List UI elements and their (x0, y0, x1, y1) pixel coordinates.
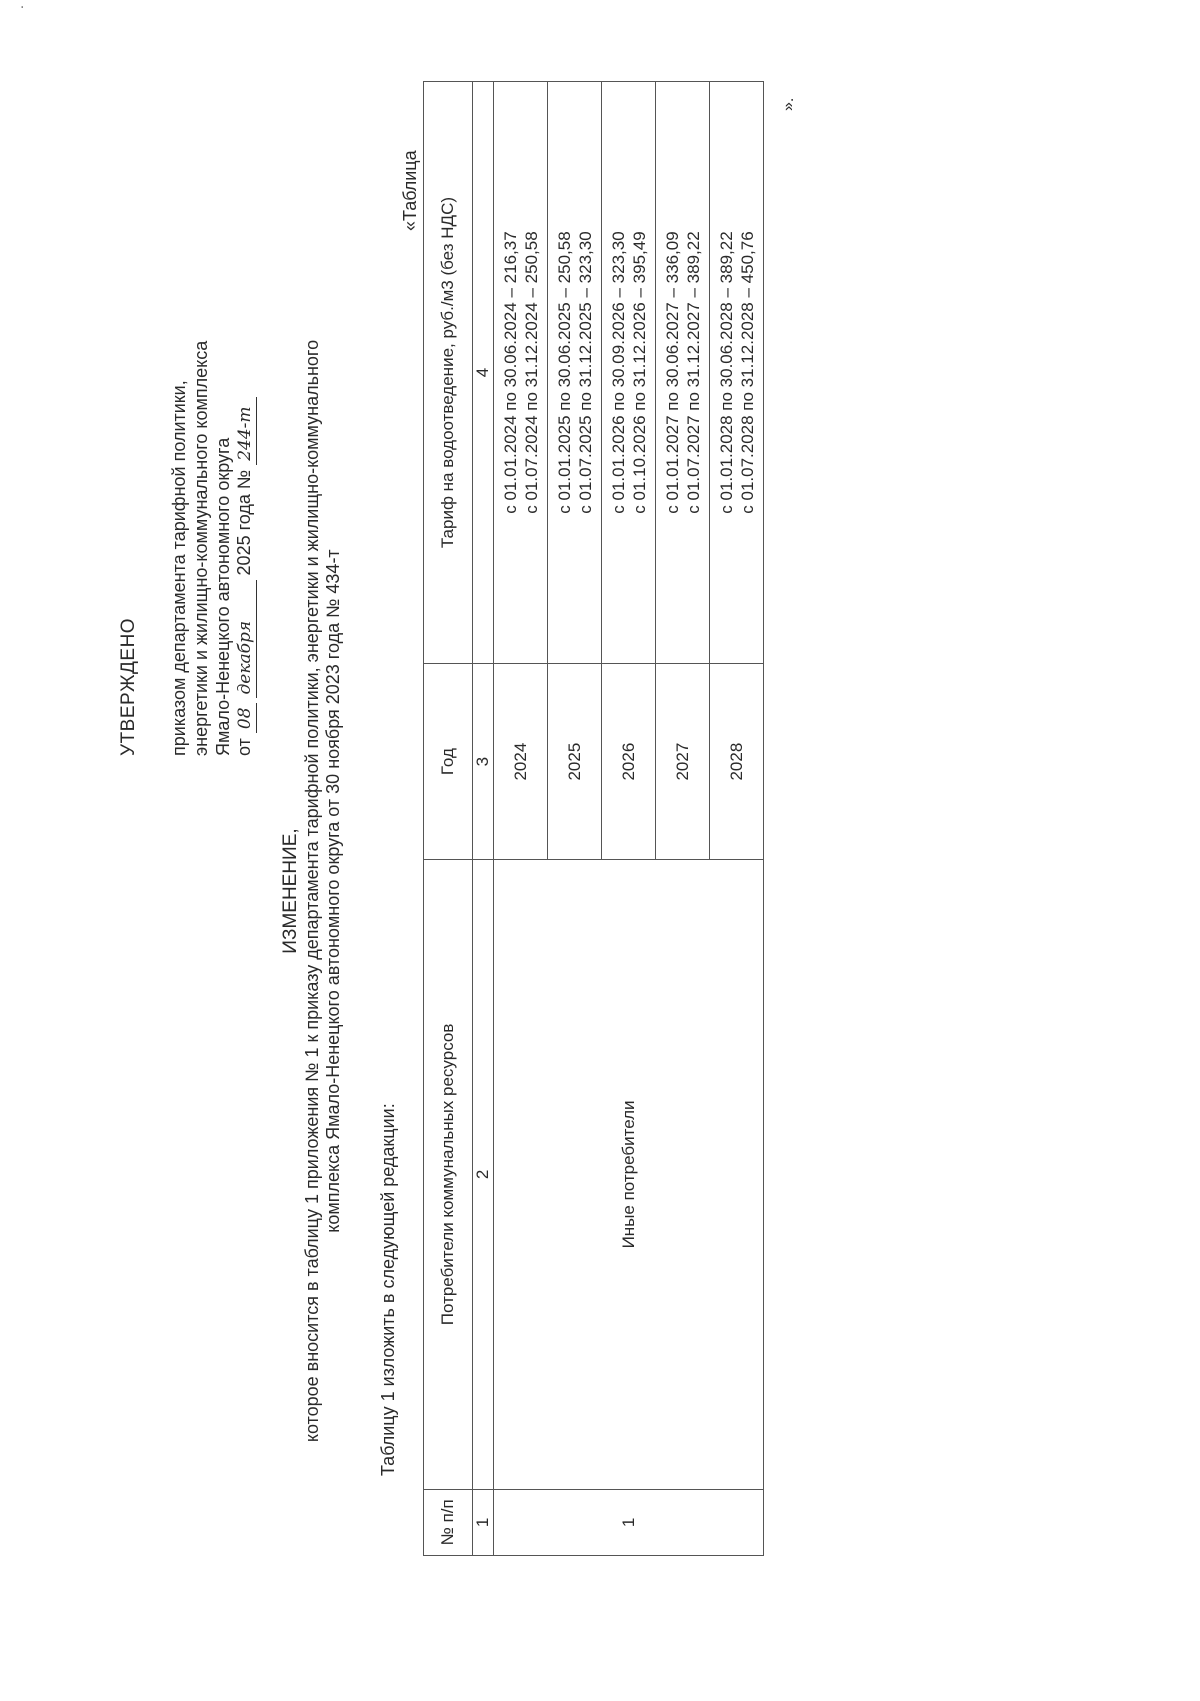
year-cell: 2027 (656, 664, 710, 860)
approval-title: УТВЕРЖДЕНО (118, 617, 139, 756)
tariff-periods-cell (656, 82, 710, 664)
change-title: ИЗМЕНЕНИЕ, (280, 828, 301, 954)
tariff-periods-cell (710, 82, 764, 664)
column-number-2: 2 (473, 860, 494, 1489)
tariff-period: с 01.07.2025 по 31.12.2025 – 323,30 (575, 231, 595, 514)
margin-mark: . (10, 5, 26, 9)
year-cell: 2025 (548, 664, 602, 860)
table-label: «Таблица (400, 150, 420, 231)
header-consumers: Потребители коммунальных ресурсов (424, 860, 473, 1489)
tariff-period: с 01.07.2027 по 31.12.2027 – 389,22 (683, 231, 703, 514)
approval-date-line (233, 397, 257, 756)
table-row (494, 82, 548, 1556)
tariff-period: с 01.01.2026 по 30.09.2026 – 323,30 (608, 231, 628, 514)
approval-line-2: энергетики и жилищно-коммунального комплекса (191, 340, 211, 756)
header-number: № п/п (424, 1489, 473, 1555)
year-cell: 2026 (602, 664, 656, 860)
closing-quote: ». (780, 97, 797, 111)
change-subtitle-1: которое вносится в таблицу 1 приложения № 1 к приказу департамента тарифной политики, энергетики и жилищно-коммунального (302, 339, 322, 1443)
table-header-row (424, 82, 473, 1556)
column-number-1: 1 (473, 1489, 494, 1555)
tariff-period: с 01.01.2025 по 30.06.2025 – 250,58 (554, 231, 574, 514)
tariff-table (423, 81, 764, 1556)
handwritten-order-number: 244-т (234, 397, 257, 465)
row-number: 1 (494, 1489, 764, 1555)
year-cell: 2028 (710, 664, 764, 860)
tariff-period: с 01.01.2027 по 30.06.2027 – 336,09 (662, 231, 682, 514)
column-number-3: 3 (473, 664, 494, 860)
table-column-numbers-row (473, 82, 494, 1556)
date-prefix: от (234, 738, 254, 756)
handwritten-day: 08 (234, 703, 257, 733)
change-subtitle-2: комплекса Ямало-Ненецкого автономного округа от 30 ноября 2023 года № 434-т (323, 549, 343, 1233)
tariff-period: с 01.10.2026 по 31.12.2026 – 395,49 (629, 231, 649, 514)
consumer-name: Иные потребители (494, 860, 764, 1489)
year-cell: 2024 (494, 664, 548, 860)
header-tariff: Тариф на водоотведение, руб./м3 (без НДС) (424, 82, 473, 664)
column-number-4: 4 (473, 82, 494, 664)
tariff-period: с 01.01.2024 по 30.06.2024 – 216,37 (500, 231, 520, 514)
approval-line-3: Ямало-Ненецкого автономного округа (213, 437, 233, 756)
tariff-periods-cell (602, 82, 656, 664)
tariff-period: с 01.07.2024 по 31.12.2024 – 250,58 (521, 231, 541, 514)
handwritten-month: декабря (234, 580, 257, 698)
tariff-periods-cell (548, 82, 602, 664)
approval-line-1: приказом департамента тарифной политики, (169, 380, 189, 756)
date-year-text: 2025 года № (234, 469, 254, 576)
tariff-period: с 01.01.2028 по 30.06.2028 – 389,22 (716, 231, 736, 514)
tariff-periods-cell (494, 82, 548, 664)
intro-text: Таблицу 1 изложить в следующей редакции: (378, 1103, 398, 1476)
tariff-period: с 01.07.2028 по 31.12.2028 – 450,76 (737, 231, 757, 514)
header-year: Год (424, 664, 473, 860)
